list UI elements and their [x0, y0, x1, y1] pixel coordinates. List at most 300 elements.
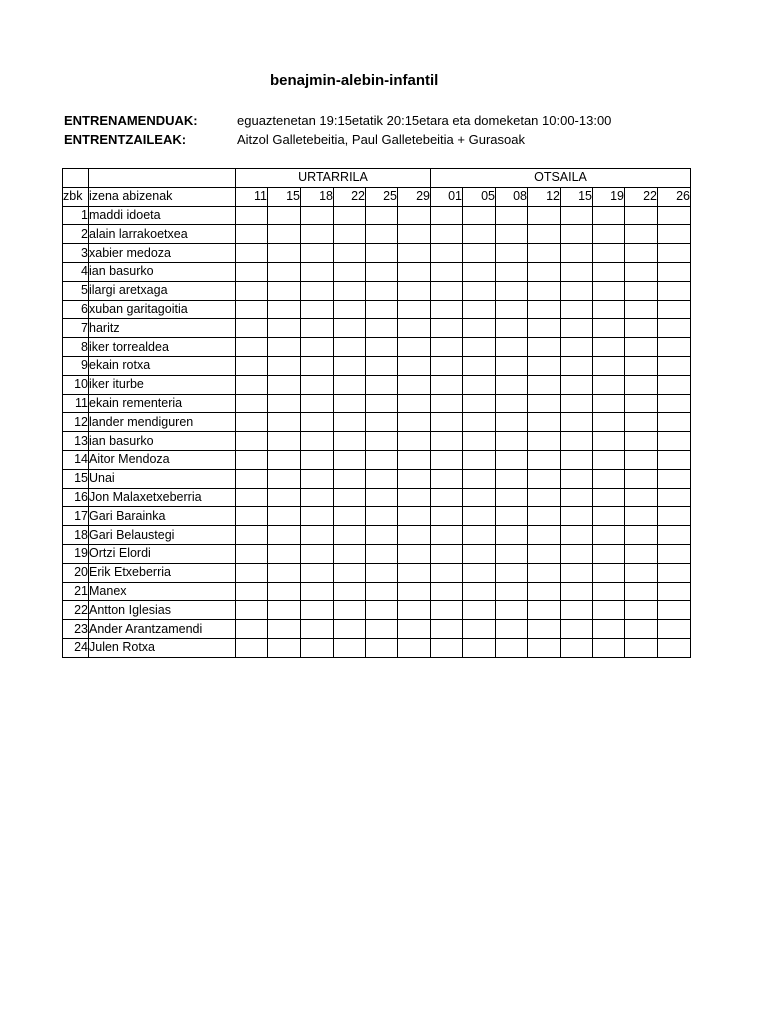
attendance-cell[interactable]	[334, 450, 366, 469]
attendance-cell[interactable]	[496, 638, 528, 657]
attendance-cell[interactable]	[366, 432, 398, 451]
attendance-cell[interactable]	[398, 281, 431, 300]
attendance-cell[interactable]	[301, 413, 334, 432]
attendance-cell[interactable]	[236, 206, 268, 225]
attendance-cell[interactable]	[625, 638, 658, 657]
attendance-cell[interactable]	[334, 544, 366, 563]
attendance-cell[interactable]	[593, 394, 625, 413]
attendance-cell[interactable]	[528, 469, 561, 488]
attendance-cell[interactable]	[301, 394, 334, 413]
attendance-cell[interactable]	[268, 319, 301, 338]
attendance-cell[interactable]	[268, 544, 301, 563]
attendance-cell[interactable]	[366, 356, 398, 375]
attendance-cell[interactable]	[268, 620, 301, 639]
attendance-cell[interactable]	[366, 638, 398, 657]
attendance-cell[interactable]	[593, 450, 625, 469]
attendance-cell[interactable]	[431, 563, 463, 582]
attendance-cell[interactable]	[625, 300, 658, 319]
attendance-cell[interactable]	[398, 338, 431, 357]
attendance-cell[interactable]	[431, 206, 463, 225]
attendance-cell[interactable]	[658, 620, 691, 639]
attendance-cell[interactable]	[431, 300, 463, 319]
attendance-cell[interactable]	[496, 488, 528, 507]
attendance-cell[interactable]	[236, 281, 268, 300]
attendance-cell[interactable]	[366, 262, 398, 281]
attendance-cell[interactable]	[334, 620, 366, 639]
attendance-cell[interactable]	[398, 319, 431, 338]
attendance-cell[interactable]	[593, 375, 625, 394]
attendance-cell[interactable]	[398, 300, 431, 319]
attendance-cell[interactable]	[658, 413, 691, 432]
attendance-cell[interactable]	[561, 469, 593, 488]
attendance-cell[interactable]	[236, 432, 268, 451]
attendance-cell[interactable]	[398, 638, 431, 657]
attendance-cell[interactable]	[625, 526, 658, 545]
attendance-cell[interactable]	[658, 225, 691, 244]
attendance-cell[interactable]	[658, 432, 691, 451]
attendance-cell[interactable]	[463, 450, 496, 469]
attendance-cell[interactable]	[431, 450, 463, 469]
attendance-cell[interactable]	[366, 526, 398, 545]
attendance-cell[interactable]	[334, 638, 366, 657]
attendance-cell[interactable]	[496, 262, 528, 281]
attendance-cell[interactable]	[431, 225, 463, 244]
attendance-cell[interactable]	[268, 413, 301, 432]
attendance-cell[interactable]	[528, 244, 561, 263]
attendance-cell[interactable]	[593, 544, 625, 563]
attendance-cell[interactable]	[301, 488, 334, 507]
attendance-cell[interactable]	[268, 206, 301, 225]
attendance-cell[interactable]	[658, 469, 691, 488]
attendance-cell[interactable]	[463, 300, 496, 319]
attendance-cell[interactable]	[334, 281, 366, 300]
attendance-cell[interactable]	[496, 225, 528, 244]
attendance-cell[interactable]	[366, 338, 398, 357]
attendance-cell[interactable]	[268, 432, 301, 451]
attendance-cell[interactable]	[658, 488, 691, 507]
attendance-cell[interactable]	[431, 338, 463, 357]
attendance-cell[interactable]	[463, 488, 496, 507]
attendance-cell[interactable]	[334, 488, 366, 507]
attendance-cell[interactable]	[496, 432, 528, 451]
attendance-cell[interactable]	[496, 507, 528, 526]
attendance-cell[interactable]	[528, 319, 561, 338]
attendance-cell[interactable]	[561, 225, 593, 244]
attendance-cell[interactable]	[561, 394, 593, 413]
attendance-cell[interactable]	[463, 262, 496, 281]
attendance-cell[interactable]	[366, 394, 398, 413]
attendance-cell[interactable]	[593, 206, 625, 225]
attendance-cell[interactable]	[625, 620, 658, 639]
attendance-cell[interactable]	[528, 356, 561, 375]
attendance-cell[interactable]	[496, 319, 528, 338]
attendance-cell[interactable]	[334, 413, 366, 432]
attendance-cell[interactable]	[463, 413, 496, 432]
attendance-cell[interactable]	[301, 432, 334, 451]
attendance-cell[interactable]	[366, 450, 398, 469]
attendance-cell[interactable]	[334, 375, 366, 394]
attendance-cell[interactable]	[431, 526, 463, 545]
attendance-cell[interactable]	[431, 469, 463, 488]
attendance-cell[interactable]	[334, 300, 366, 319]
attendance-cell[interactable]	[496, 375, 528, 394]
attendance-cell[interactable]	[366, 413, 398, 432]
attendance-cell[interactable]	[301, 620, 334, 639]
attendance-cell[interactable]	[561, 563, 593, 582]
attendance-cell[interactable]	[528, 394, 561, 413]
attendance-cell[interactable]	[625, 225, 658, 244]
attendance-cell[interactable]	[268, 262, 301, 281]
attendance-cell[interactable]	[431, 488, 463, 507]
attendance-cell[interactable]	[625, 469, 658, 488]
attendance-cell[interactable]	[431, 620, 463, 639]
attendance-cell[interactable]	[366, 206, 398, 225]
attendance-cell[interactable]	[398, 488, 431, 507]
attendance-cell[interactable]	[593, 281, 625, 300]
attendance-cell[interactable]	[658, 206, 691, 225]
attendance-cell[interactable]	[236, 544, 268, 563]
attendance-cell[interactable]	[334, 526, 366, 545]
attendance-cell[interactable]	[528, 300, 561, 319]
attendance-cell[interactable]	[398, 563, 431, 582]
attendance-cell[interactable]	[561, 601, 593, 620]
attendance-cell[interactable]	[496, 356, 528, 375]
attendance-cell[interactable]	[625, 563, 658, 582]
attendance-cell[interactable]	[268, 601, 301, 620]
attendance-cell[interactable]	[366, 469, 398, 488]
attendance-cell[interactable]	[301, 375, 334, 394]
attendance-cell[interactable]	[625, 244, 658, 263]
attendance-cell[interactable]	[625, 544, 658, 563]
attendance-cell[interactable]	[625, 206, 658, 225]
attendance-cell[interactable]	[366, 375, 398, 394]
attendance-cell[interactable]	[301, 507, 334, 526]
attendance-cell[interactable]	[496, 413, 528, 432]
attendance-cell[interactable]	[658, 526, 691, 545]
attendance-cell[interactable]	[236, 225, 268, 244]
attendance-cell[interactable]	[398, 413, 431, 432]
attendance-cell[interactable]	[268, 244, 301, 263]
attendance-cell[interactable]	[301, 601, 334, 620]
attendance-cell[interactable]	[528, 620, 561, 639]
attendance-cell[interactable]	[463, 507, 496, 526]
attendance-cell[interactable]	[268, 450, 301, 469]
attendance-cell[interactable]	[528, 450, 561, 469]
attendance-cell[interactable]	[593, 225, 625, 244]
attendance-cell[interactable]	[366, 544, 398, 563]
attendance-cell[interactable]	[593, 244, 625, 263]
attendance-cell[interactable]	[463, 469, 496, 488]
attendance-cell[interactable]	[625, 262, 658, 281]
attendance-cell[interactable]	[593, 601, 625, 620]
attendance-cell[interactable]	[236, 488, 268, 507]
attendance-cell[interactable]	[463, 563, 496, 582]
attendance-cell[interactable]	[268, 356, 301, 375]
attendance-cell[interactable]	[528, 582, 561, 601]
attendance-cell[interactable]	[268, 300, 301, 319]
attendance-cell[interactable]	[561, 544, 593, 563]
attendance-cell[interactable]	[496, 300, 528, 319]
attendance-cell[interactable]	[236, 469, 268, 488]
attendance-cell[interactable]	[561, 244, 593, 263]
attendance-cell[interactable]	[463, 432, 496, 451]
attendance-cell[interactable]	[463, 620, 496, 639]
attendance-cell[interactable]	[398, 206, 431, 225]
attendance-cell[interactable]	[268, 563, 301, 582]
attendance-cell[interactable]	[658, 262, 691, 281]
attendance-cell[interactable]	[236, 375, 268, 394]
attendance-cell[interactable]	[463, 601, 496, 620]
attendance-cell[interactable]	[301, 582, 334, 601]
attendance-cell[interactable]	[236, 244, 268, 263]
attendance-cell[interactable]	[496, 544, 528, 563]
attendance-cell[interactable]	[301, 281, 334, 300]
attendance-cell[interactable]	[496, 620, 528, 639]
attendance-cell[interactable]	[496, 601, 528, 620]
attendance-cell[interactable]	[463, 225, 496, 244]
attendance-cell[interactable]	[593, 319, 625, 338]
attendance-cell[interactable]	[366, 563, 398, 582]
attendance-cell[interactable]	[561, 375, 593, 394]
attendance-cell[interactable]	[334, 582, 366, 601]
attendance-cell[interactable]	[625, 338, 658, 357]
attendance-cell[interactable]	[398, 450, 431, 469]
attendance-cell[interactable]	[431, 432, 463, 451]
attendance-cell[interactable]	[463, 582, 496, 601]
attendance-cell[interactable]	[658, 244, 691, 263]
attendance-cell[interactable]	[496, 244, 528, 263]
attendance-cell[interactable]	[431, 356, 463, 375]
attendance-cell[interactable]	[301, 563, 334, 582]
attendance-cell[interactable]	[431, 544, 463, 563]
attendance-cell[interactable]	[236, 582, 268, 601]
attendance-cell[interactable]	[301, 262, 334, 281]
attendance-cell[interactable]	[334, 356, 366, 375]
attendance-cell[interactable]	[528, 338, 561, 357]
attendance-cell[interactable]	[658, 338, 691, 357]
attendance-cell[interactable]	[625, 488, 658, 507]
attendance-cell[interactable]	[431, 638, 463, 657]
attendance-cell[interactable]	[561, 526, 593, 545]
attendance-cell[interactable]	[496, 338, 528, 357]
attendance-cell[interactable]	[528, 225, 561, 244]
attendance-cell[interactable]	[366, 300, 398, 319]
attendance-cell[interactable]	[496, 563, 528, 582]
attendance-cell[interactable]	[398, 375, 431, 394]
attendance-cell[interactable]	[463, 281, 496, 300]
attendance-cell[interactable]	[561, 300, 593, 319]
attendance-cell[interactable]	[301, 244, 334, 263]
attendance-cell[interactable]	[366, 582, 398, 601]
attendance-cell[interactable]	[625, 413, 658, 432]
attendance-cell[interactable]	[236, 450, 268, 469]
attendance-cell[interactable]	[561, 620, 593, 639]
attendance-cell[interactable]	[496, 450, 528, 469]
attendance-cell[interactable]	[236, 563, 268, 582]
attendance-cell[interactable]	[528, 281, 561, 300]
attendance-cell[interactable]	[268, 526, 301, 545]
attendance-cell[interactable]	[463, 638, 496, 657]
attendance-cell[interactable]	[528, 526, 561, 545]
attendance-cell[interactable]	[366, 225, 398, 244]
attendance-cell[interactable]	[431, 244, 463, 263]
attendance-cell[interactable]	[528, 488, 561, 507]
attendance-cell[interactable]	[528, 563, 561, 582]
attendance-cell[interactable]	[658, 582, 691, 601]
attendance-cell[interactable]	[463, 244, 496, 263]
attendance-cell[interactable]	[236, 338, 268, 357]
attendance-cell[interactable]	[268, 225, 301, 244]
attendance-cell[interactable]	[431, 375, 463, 394]
attendance-cell[interactable]	[528, 413, 561, 432]
attendance-cell[interactable]	[334, 225, 366, 244]
attendance-cell[interactable]	[431, 281, 463, 300]
attendance-cell[interactable]	[268, 281, 301, 300]
attendance-cell[interactable]	[528, 375, 561, 394]
attendance-cell[interactable]	[561, 413, 593, 432]
attendance-cell[interactable]	[398, 620, 431, 639]
attendance-cell[interactable]	[561, 638, 593, 657]
attendance-cell[interactable]	[431, 507, 463, 526]
attendance-cell[interactable]	[431, 394, 463, 413]
attendance-cell[interactable]	[593, 563, 625, 582]
attendance-cell[interactable]	[301, 319, 334, 338]
attendance-cell[interactable]	[463, 394, 496, 413]
attendance-cell[interactable]	[301, 300, 334, 319]
attendance-cell[interactable]	[625, 281, 658, 300]
attendance-cell[interactable]	[463, 375, 496, 394]
attendance-cell[interactable]	[561, 450, 593, 469]
attendance-cell[interactable]	[593, 300, 625, 319]
attendance-cell[interactable]	[658, 544, 691, 563]
attendance-cell[interactable]	[593, 582, 625, 601]
attendance-cell[interactable]	[236, 620, 268, 639]
attendance-cell[interactable]	[236, 356, 268, 375]
attendance-cell[interactable]	[561, 488, 593, 507]
attendance-cell[interactable]	[236, 601, 268, 620]
attendance-cell[interactable]	[463, 356, 496, 375]
attendance-cell[interactable]	[658, 563, 691, 582]
attendance-cell[interactable]	[625, 375, 658, 394]
attendance-cell[interactable]	[398, 601, 431, 620]
attendance-cell[interactable]	[496, 281, 528, 300]
attendance-cell[interactable]	[593, 262, 625, 281]
attendance-cell[interactable]	[334, 563, 366, 582]
attendance-cell[interactable]	[398, 262, 431, 281]
attendance-cell[interactable]	[528, 507, 561, 526]
attendance-cell[interactable]	[366, 244, 398, 263]
attendance-cell[interactable]	[398, 582, 431, 601]
attendance-cell[interactable]	[366, 507, 398, 526]
attendance-cell[interactable]	[528, 638, 561, 657]
attendance-cell[interactable]	[334, 206, 366, 225]
attendance-cell[interactable]	[301, 206, 334, 225]
attendance-cell[interactable]	[528, 262, 561, 281]
attendance-cell[interactable]	[301, 469, 334, 488]
attendance-cell[interactable]	[658, 356, 691, 375]
attendance-cell[interactable]	[625, 582, 658, 601]
attendance-cell[interactable]	[593, 432, 625, 451]
attendance-cell[interactable]	[593, 488, 625, 507]
attendance-cell[interactable]	[658, 319, 691, 338]
attendance-cell[interactable]	[334, 262, 366, 281]
attendance-cell[interactable]	[463, 319, 496, 338]
attendance-cell[interactable]	[334, 319, 366, 338]
attendance-cell[interactable]	[561, 206, 593, 225]
attendance-cell[interactable]	[496, 526, 528, 545]
attendance-cell[interactable]	[496, 582, 528, 601]
attendance-cell[interactable]	[301, 526, 334, 545]
attendance-cell[interactable]	[625, 450, 658, 469]
attendance-cell[interactable]	[561, 432, 593, 451]
attendance-cell[interactable]	[268, 507, 301, 526]
attendance-cell[interactable]	[561, 582, 593, 601]
attendance-cell[interactable]	[528, 544, 561, 563]
attendance-cell[interactable]	[366, 488, 398, 507]
attendance-cell[interactable]	[268, 338, 301, 357]
attendance-cell[interactable]	[398, 394, 431, 413]
attendance-cell[interactable]	[236, 300, 268, 319]
attendance-cell[interactable]	[268, 394, 301, 413]
attendance-cell[interactable]	[496, 469, 528, 488]
attendance-cell[interactable]	[301, 450, 334, 469]
attendance-cell[interactable]	[625, 356, 658, 375]
attendance-cell[interactable]	[593, 469, 625, 488]
attendance-cell[interactable]	[528, 432, 561, 451]
attendance-cell[interactable]	[301, 356, 334, 375]
attendance-cell[interactable]	[431, 319, 463, 338]
attendance-cell[interactable]	[236, 413, 268, 432]
attendance-cell[interactable]	[658, 601, 691, 620]
attendance-cell[interactable]	[463, 526, 496, 545]
attendance-cell[interactable]	[366, 319, 398, 338]
attendance-cell[interactable]	[268, 488, 301, 507]
attendance-cell[interactable]	[561, 356, 593, 375]
attendance-cell[interactable]	[658, 638, 691, 657]
attendance-cell[interactable]	[398, 432, 431, 451]
attendance-cell[interactable]	[236, 319, 268, 338]
attendance-cell[interactable]	[301, 225, 334, 244]
attendance-cell[interactable]	[593, 338, 625, 357]
attendance-cell[interactable]	[463, 544, 496, 563]
attendance-cell[interactable]	[561, 281, 593, 300]
attendance-cell[interactable]	[625, 394, 658, 413]
attendance-cell[interactable]	[561, 319, 593, 338]
attendance-cell[interactable]	[236, 262, 268, 281]
attendance-cell[interactable]	[334, 432, 366, 451]
attendance-cell[interactable]	[561, 338, 593, 357]
attendance-cell[interactable]	[528, 601, 561, 620]
attendance-cell[interactable]	[236, 394, 268, 413]
attendance-cell[interactable]	[236, 526, 268, 545]
attendance-cell[interactable]	[431, 601, 463, 620]
attendance-cell[interactable]	[398, 244, 431, 263]
attendance-cell[interactable]	[236, 507, 268, 526]
attendance-cell[interactable]	[398, 507, 431, 526]
attendance-cell[interactable]	[301, 338, 334, 357]
attendance-cell[interactable]	[658, 394, 691, 413]
attendance-cell[interactable]	[334, 507, 366, 526]
attendance-cell[interactable]	[625, 319, 658, 338]
attendance-cell[interactable]	[268, 582, 301, 601]
attendance-cell[interactable]	[496, 206, 528, 225]
attendance-cell[interactable]	[334, 338, 366, 357]
attendance-cell[interactable]	[366, 620, 398, 639]
attendance-cell[interactable]	[268, 638, 301, 657]
attendance-cell[interactable]	[625, 601, 658, 620]
attendance-cell[interactable]	[398, 225, 431, 244]
attendance-cell[interactable]	[463, 206, 496, 225]
